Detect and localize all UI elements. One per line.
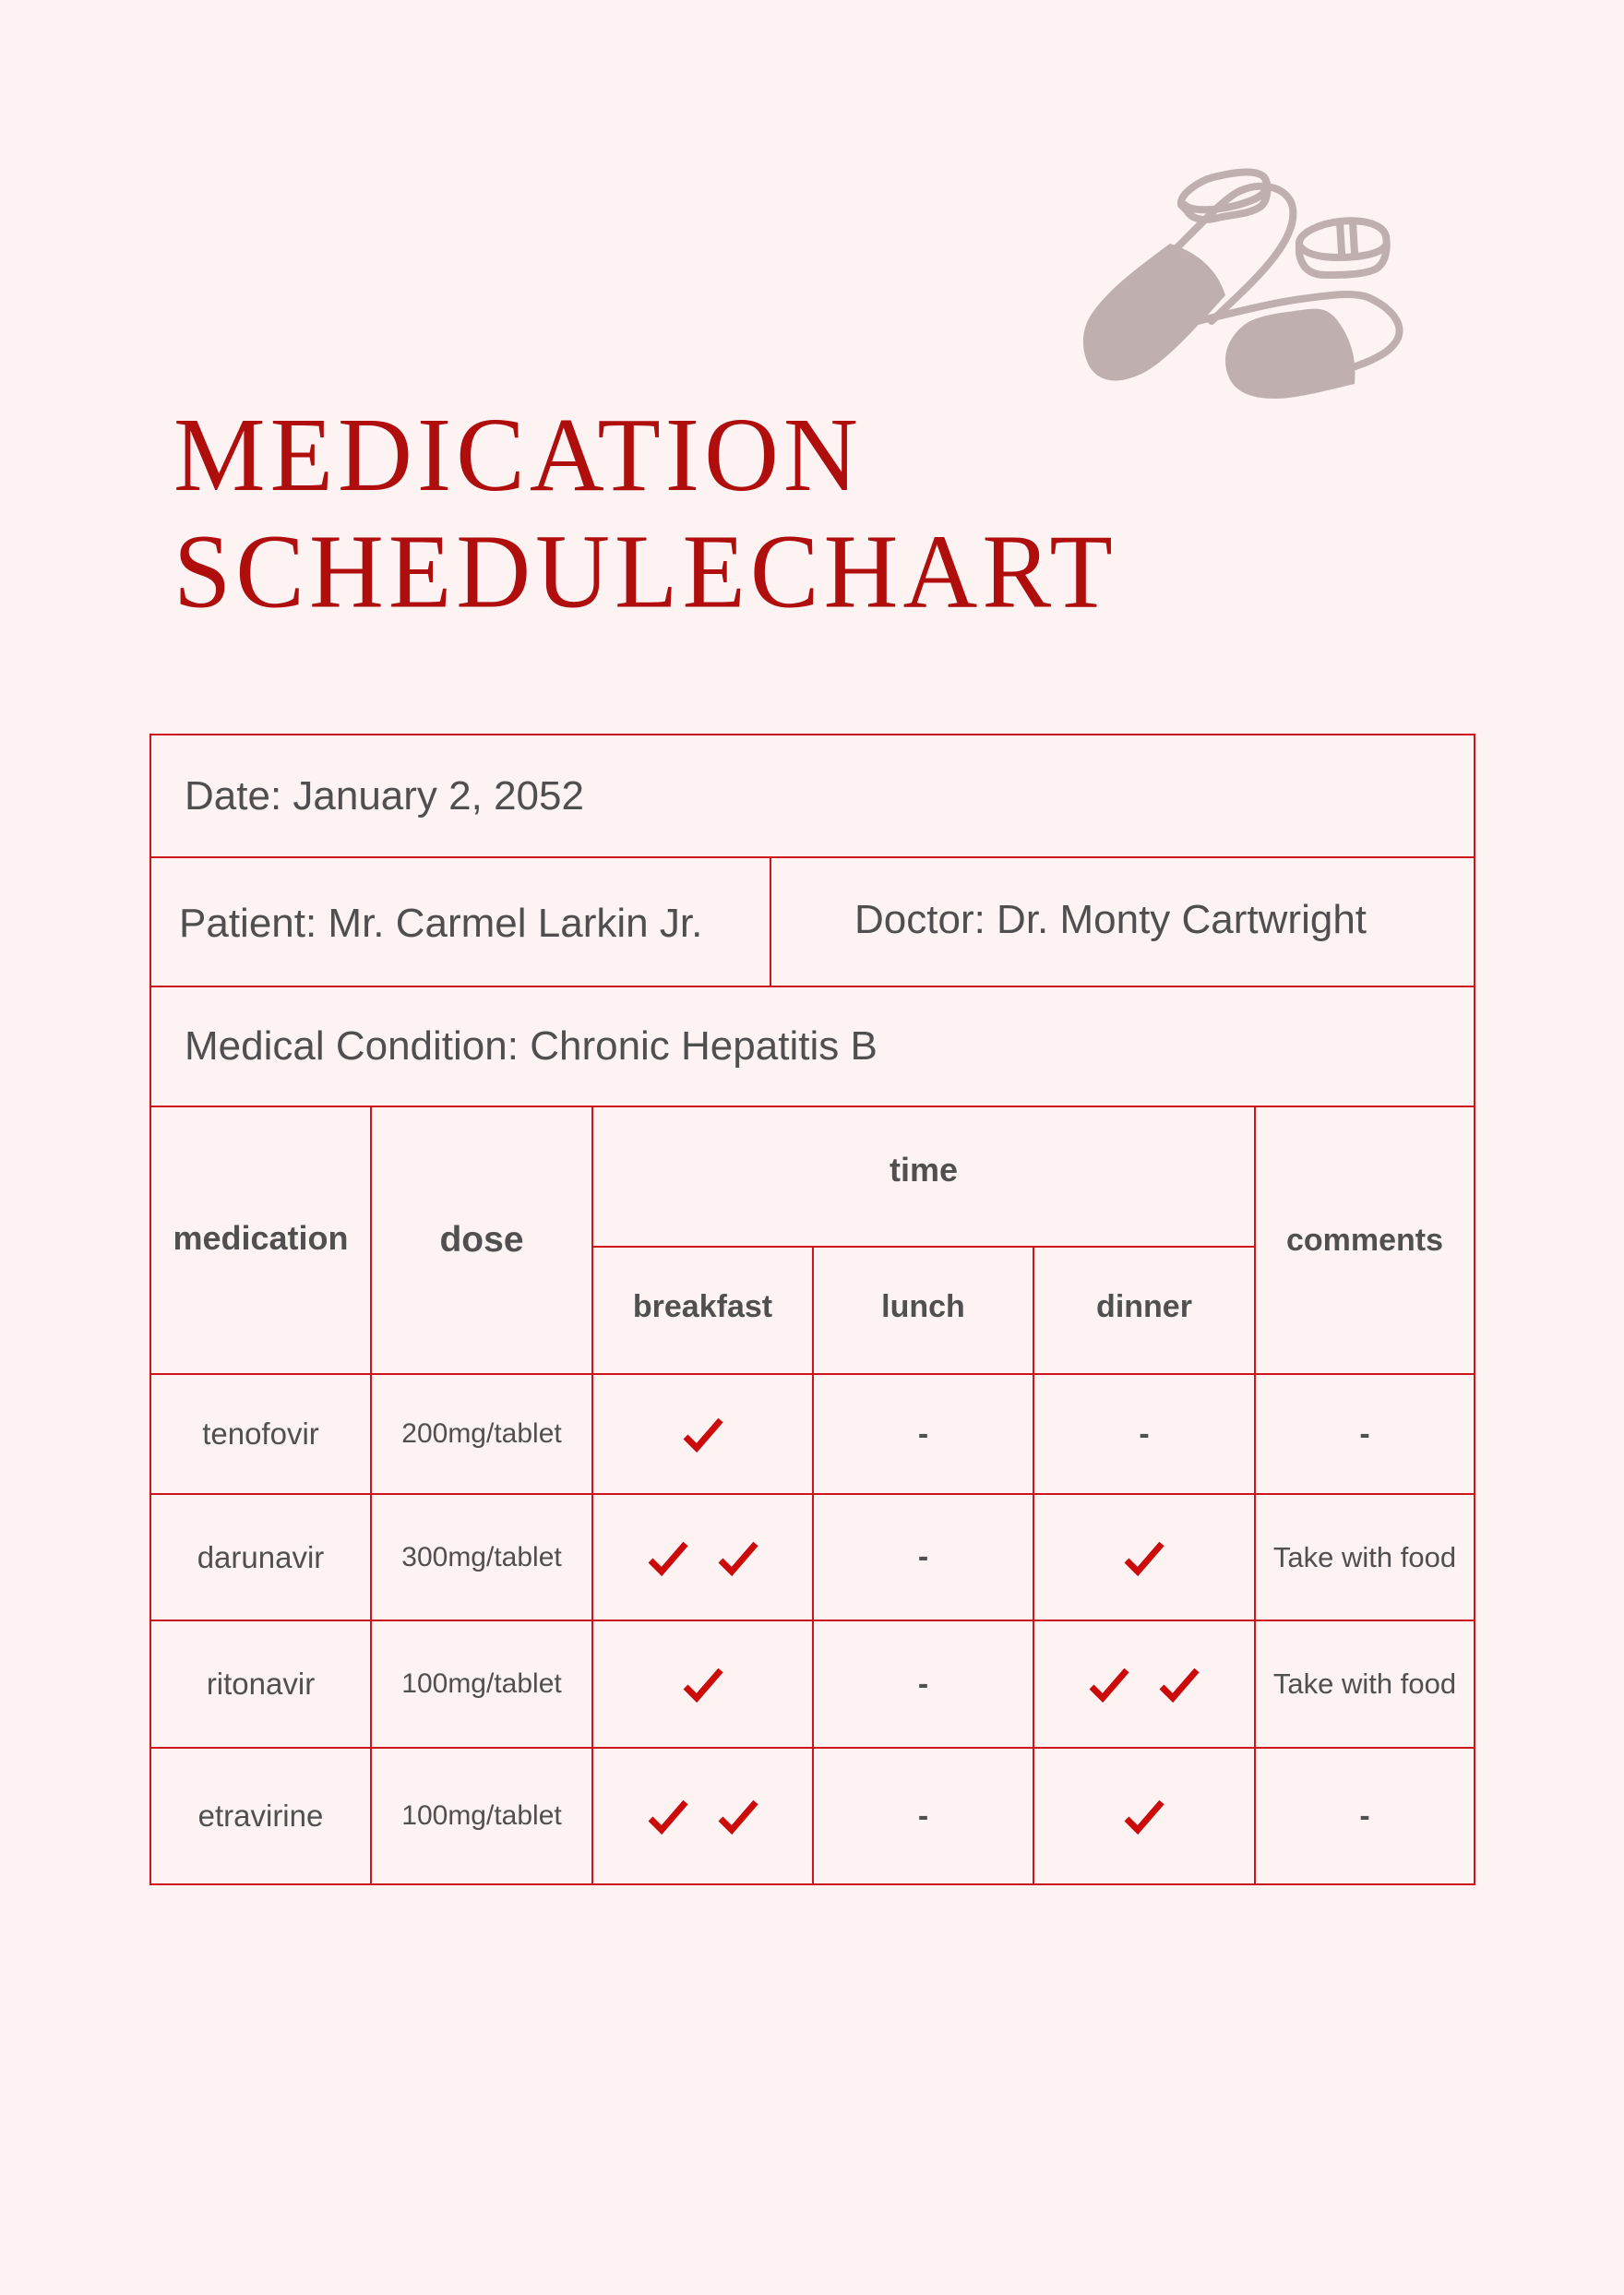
cell-dinner <box>1034 1749 1256 1883</box>
pills-icon <box>1080 157 1532 406</box>
cell-breakfast <box>593 1749 814 1883</box>
dose-checks <box>1123 1797 1165 1835</box>
empty-dash: - <box>1359 1798 1370 1834</box>
header-comments: comments <box>1256 1107 1474 1375</box>
medication-text: etravirine <box>197 1799 324 1833</box>
checkmark-icon <box>647 1797 689 1835</box>
title-line-2: SCHEDULECHART <box>173 513 1117 630</box>
comments-text: Take with food <box>1272 1667 1457 1700</box>
checkmark-icon <box>1123 1538 1165 1577</box>
condition-field: Medical Condition: Chronic Hepatitis B <box>185 1023 878 1069</box>
patient-field: Patient: Mr. Carmel Larkin Jr. <box>151 858 771 986</box>
cell-medication <box>151 1749 372 1883</box>
empty-dash: - <box>1139 1416 1150 1452</box>
cell-comments <box>1256 1621 1474 1749</box>
cell-dinner <box>1034 1375 1256 1495</box>
header-time: time <box>593 1107 1256 1248</box>
date-row <box>151 735 1474 858</box>
checkmark-icon <box>717 1797 759 1835</box>
date-field: Date: January 2, 2052 <box>185 772 584 819</box>
header-dose: dose <box>372 1107 593 1375</box>
medication-text: ritonavir <box>206 1667 316 1701</box>
cell-comments <box>1256 1749 1474 1883</box>
medication-text: darunavir <box>197 1539 325 1574</box>
schedule-grid-row <box>151 1107 1474 1883</box>
doctor-field: Doctor: Dr. Monty Cartwright <box>854 897 1367 942</box>
cell-medication <box>151 1495 372 1621</box>
checkmark-icon <box>1088 1665 1130 1703</box>
comments-text: Take with food <box>1272 1540 1457 1573</box>
cell-medication <box>151 1375 372 1495</box>
cell-lunch <box>814 1621 1034 1749</box>
header-dinner: dinner <box>1034 1248 1256 1375</box>
cell-lunch <box>814 1495 1034 1621</box>
checkmark-icon <box>682 1415 724 1453</box>
cell-dinner <box>1034 1495 1256 1621</box>
schedule-grid <box>151 1107 1474 1883</box>
cell-dose <box>372 1749 593 1883</box>
cell-dinner <box>1034 1621 1256 1749</box>
checkmark-icon <box>717 1538 759 1577</box>
cell-lunch <box>814 1375 1034 1495</box>
cell-dose <box>372 1375 593 1495</box>
cell-breakfast <box>593 1621 814 1749</box>
empty-dash: - <box>917 1798 929 1834</box>
dose-checks <box>1123 1538 1165 1577</box>
medication-schedule-table <box>149 734 1475 1885</box>
cell-comments <box>1256 1375 1474 1495</box>
header-medication: medication <box>151 1107 372 1375</box>
checkmark-icon <box>1123 1797 1165 1835</box>
dose-checks <box>647 1538 759 1577</box>
empty-dash: - <box>917 1416 929 1452</box>
dose-checks <box>1088 1665 1200 1703</box>
dose-text: 100mg/tablet <box>401 1800 562 1831</box>
condition-row <box>151 987 1474 1107</box>
dose-checks <box>682 1665 724 1703</box>
people-row <box>151 858 1474 987</box>
cell-dose <box>372 1495 593 1621</box>
dose-checks <box>647 1797 759 1835</box>
medication-text: tenofovir <box>202 1416 319 1451</box>
header-breakfast: breakfast <box>593 1248 814 1375</box>
empty-dash: - <box>917 1539 929 1574</box>
cell-comments <box>1256 1495 1474 1621</box>
cell-lunch <box>814 1749 1034 1883</box>
empty-dash: - <box>917 1666 929 1702</box>
header-lunch: lunch <box>814 1248 1034 1375</box>
dose-text: 200mg/tablet <box>401 1418 562 1449</box>
dose-text: 100mg/tablet <box>401 1668 562 1699</box>
dose-text: 300mg/tablet <box>401 1541 562 1572</box>
dose-checks <box>682 1415 724 1453</box>
checkmark-icon <box>647 1538 689 1577</box>
page-title <box>173 397 1117 630</box>
cell-breakfast <box>593 1375 814 1495</box>
checkmark-icon <box>682 1665 724 1703</box>
checkmark-icon <box>1158 1665 1200 1703</box>
title-line-1: MEDICATION <box>173 397 863 514</box>
empty-dash: - <box>1359 1416 1370 1452</box>
cell-dose <box>372 1621 593 1749</box>
cell-breakfast <box>593 1495 814 1621</box>
cell-medication <box>151 1621 372 1749</box>
